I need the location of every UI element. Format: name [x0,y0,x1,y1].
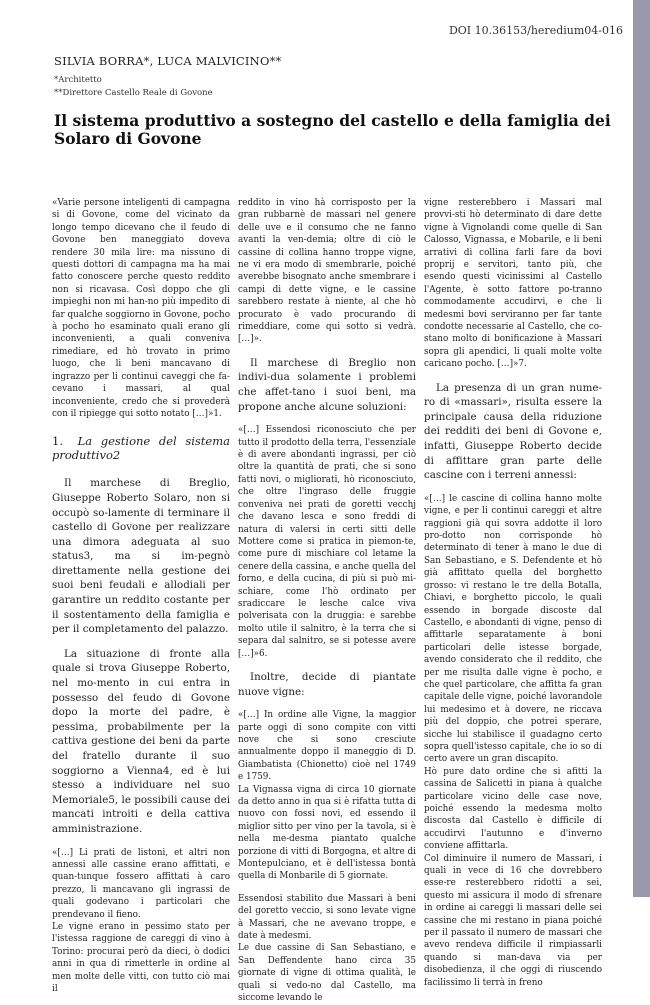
page-edge-band [633,0,650,897]
text-column-3 [424,197,602,988]
doi-label: DOI 10.36153/heredium04-016 [448,24,623,37]
body-paragraph: La presenza di un gran nume-ro di «massari», risulta essere la principale causa della riduzione dei redditi dei beni di Govone e, infatti, Giuseppe Roberto decide di affittare gran parte delle cascine con i terreni annessi: [424,381,602,482]
affiliation-architect: *Architetto [54,75,102,85]
text-column-1 [52,197,230,995]
body-paragraph: La situazione di fronte alla quale si trova Giuseppe Roberto, nel mo-mento in cui entra in possesso del feudo di Govone dopo la morte del padre, è pessima, probabilmente per la cattiva gestione dei beni da parte del fratello durante il suo soggiorno a Vienna4, ed è lui stesso a individuare nel suo Memoriale5, le possibili cause dei mancati introiti e della cattiva amministrazione. [52,647,230,835]
body-paragraph: Inoltre, decide di piantate nuove vigne: [238,670,416,698]
body-paragraph: Il marchese di Breglio non indivi-dua solamente i problemi che affet-tano i suoi beni, ma propone anche alcune soluzioni: [238,356,416,413]
section-title: La gestione del sistema produttivo2 [52,434,230,463]
quote-paragraph: Le due cassine di San Sebastiano, e San Deffendente hano circa 35 giornate di vigne di ottima qualità, le quali si vedo-no dal Castello, ma siccome levando le [238,943,416,1004]
quote-paragraph: «[…] Li prati de listoni, et altri non annessi alle cassine erano affittati, e quan-tunque fossero affittati à caro prezzo, li mancavano gli ingrassi de quali godevano i particolari che prendevano il fieno. [52,847,230,920]
quote-paragraph: reddito in vino hà corrisposto per la gran rubbarnè de massari nel genere delle uve e il consumo che ne fanno avanti la ven-demia; oltre di ciò le cassine di collina hanno troppe vigne, ne vi era modo di smembrarle, poiché averebbe bisognato anche smembrare i campi di dette vigne, e le cassine sarebbero restate à niente, al che hò procurato è vado procurando di rimeddiare, come qui sotto si vedrà. […]». [238,198,416,345]
opening-quote: «Varie persone inteligenti di campagna si di Govone, come del vicinato da longo tempo dicevano che il feudo di Govone ben maneggiato doveva rendere 30 mila lire: ma nissuno di questi dottori di campagna ma ha mai fatto conoscere perche questo reddito non si ricavasa. Così doppo che gli impieghi non mi han-no più impedito di far qualche soggiorno in Govone, pocho à pocho ho esaminato quali erano gli inconvenienti, a quali conveniva rimediare, ed hò trovato in primo luogo, che li beni mancavano di ingrazzo per li continui caveggi che fa-cevano i massari, al qual inconveniente, credo che si provederà con il ripiegge qui sotto notato […]»1. [52,198,230,419]
quote-paragraph: «[…] le cascine di collina hanno molte vigne, e per li continui careggi et altre raggioni già qui sovra addotte il loro pro-dotto non corrisponde hò determinato di tener à mano le due di San Sebastiano, e S. Defendente et hò già affittato quella del borghetto grosso: vi restano le tre della Botalla, Chiavi, e borghetto piccolo, le quali essendo in borgade discoste dal Castello, e abondanti di vigne, penso di affittarle separatamente à boni particolari delle istesse borgade, avendo considerato che il reddito, che per me risulta dalle vigne è pocho, e che quel particolare, che affitta fa gran capitale delle vigne, poiché lavorandole lui medesimo et à dovere, ne riccava più del doppio, che potrei sperare, sicche lui stabilisce il guadagno certo sopra quell'istesso capitale, che io so di certo avere un gran discapito. [424,493,602,765]
quote-paragraph: La Vignassa vigna di circa 10 giornate da detto anno in qua si è rifatta tutta di nuovo con fossi novi, ed essendo il miglior sitto per vino per la tavola, si è nella me-desma piantato qualche porzione di vitti di Borgogna, et altre di Montepulciano, et è dell'istessa bontà quella di Monbarile di 5 giornate. [238,784,416,882]
quote-paragraph: «[…] Essendosi riconosciuto che per tutto il prodotto della terra, l'essenziale è di avere abondanti ingrassi, per ciò oltre la quantità de prati, che si sono fatti novi, o migliorati, hò riconosciuto, che oltre l'ingraso delle fruggie conveniva nei prati de goretti vecchj che davano lesca e sono freddi di natura di valersi in certi sitti delle Mottere come si pratica in piemon-te, come pure di mischiare col letame la cenere della cassina, e anche quella del forno, e della cucina, di più si può mi-schiare, come l'hò ordinato per sradiccare le lesche calce viva polverisata con la druggia: e sarebbe molto utile il salnitro, è la terra che si separa dal salnitro, se si potesse avere […]»6. [238,425,416,659]
body-paragraph: Il marchese di Breglio, Giuseppe Roberto Solaro, non si occupò so-lamente di terminare il castello di Govone per realizzare una dimora adeguata al suo status3, ma si im-pegnò direttamente nella gestione dei suoi beni feudali e allodiali per garantire un reddito costante per il sostentamento della famiglia e per il completamento del palazzo. [52,477,230,636]
section-heading [52,434,230,462]
quote-paragraph: Le vigne erano in pessimo stato per l'istessa raggione de careggi di vino à Torino: procurai però da dieci, ò dodici anni in qua di rimetterle in ordine al men molte delle vitti, con tutto ciò mai il [52,922,230,995]
article-title: Il sistema produttivo a sostegno del castello e della famiglia dei Solaro di Govone [54,111,611,148]
quote-paragraph: Hò pure dato ordine che si afitti la cassina de Salicetti in piana à qualche particolare vicino delle case nove, poiché essendo la medesma molto discosta dal Castello è difficile di accudirvi l'autunno e d'inverno conviene affittarla. [424,766,602,852]
quote-paragraph: Essendosi stabilito due Massari à beni del goretto veccio, si sono levate vigne à Massari, che ne avevano troppe, e date à medesmi. [238,893,416,942]
quote-paragraph: Col diminuire il numero de Massari, i quali in vece di 16 che dovrebbero esse-re resterebbero ridotti a sei, questo mi assicura il modo di sfrenare in ordine ai careggi li massari delle sei cassine che mi restano in piana poiché per il passato il numero de massari che avevo rendeva difficile il rimpiassarli quando si man-dava via per disobedienza, il che oggi di riuscendo facilissimo li terrà in freno [424,853,602,988]
quote-paragraph: «[…] In ordine alle Vigne, la maggior parte oggi di sono compite con vitti nove che si sono cresciute annualmente doppo il maneggio di D. Giambatista (Chionetto) cioè nel 1749 e 1759. [238,710,416,783]
authors: SILVIA BORRA*, LUCA MALVICINO** [54,54,282,68]
text-column-2 [238,197,416,1004]
section-number: 1. [52,434,63,449]
quote-paragraph: vigne resterebbero i Massari mal provvi-sti hò determinato di dare dette vigne à Vignolandi come quelle di San Calosso, Vignassa, e Mobarile, e li beni arrativi di collina farli fare da bovi proprij e servitori, tanto più, che esendo questi vicinissimi al Castello l'Agente, è sotto fattore po-tranno commodamente accudirvi, e che li medesmi bovi serviranno per far tante condotte necessarie al Castello, che co-stano molto di bonificazione à Massari sopra gli apendici, li quali molte volte caricano pocho. […]»7. [424,198,602,370]
affiliation-director: **Direttore Castello Reale di Govone [54,88,213,98]
